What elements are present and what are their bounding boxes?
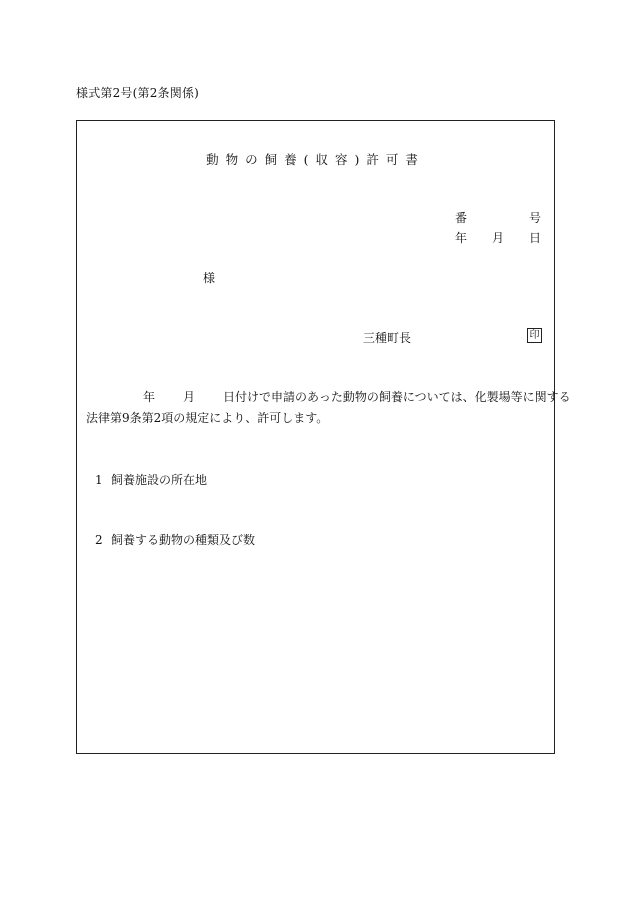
addressee-suffix: 様 (203, 271, 216, 285)
body-line-2: 法律第9条第2項の規定により、許可します。 (86, 411, 329, 425)
body-line-1 (86, 387, 571, 408)
number-label-left: 番 (455, 211, 468, 225)
list-item (95, 531, 255, 548)
issuer-name: 三種町長 (363, 331, 412, 345)
seal-icon: 印 (527, 328, 542, 343)
issue-date-row (455, 228, 541, 248)
item-label: 飼養する動物の種類及び数 (111, 533, 256, 547)
date-year-label: 年 (455, 231, 468, 245)
item-label: 飼養施設の所在地 (111, 473, 208, 487)
permit-body-text (86, 387, 571, 429)
body-line-1-text: 日付けで申請のあった動物の飼養については、化製場等に関する (223, 390, 571, 404)
item-number: 1 (95, 473, 103, 487)
document-title: 動物の飼養(収容)許可書 (206, 152, 425, 167)
issue-number-row (455, 208, 541, 228)
permit-frame (76, 120, 571, 754)
body-month-label: 月 (183, 390, 196, 404)
issue-number-date (455, 208, 541, 248)
date-month-label: 月 (491, 231, 504, 245)
item-number: 2 (95, 533, 103, 547)
body-year-label: 年 (143, 390, 156, 404)
list-item (95, 471, 207, 488)
date-day-label: 日 (528, 231, 541, 245)
number-label-right: 号 (528, 211, 541, 225)
form-number: 様式第2号(第2条関係) (76, 86, 200, 100)
